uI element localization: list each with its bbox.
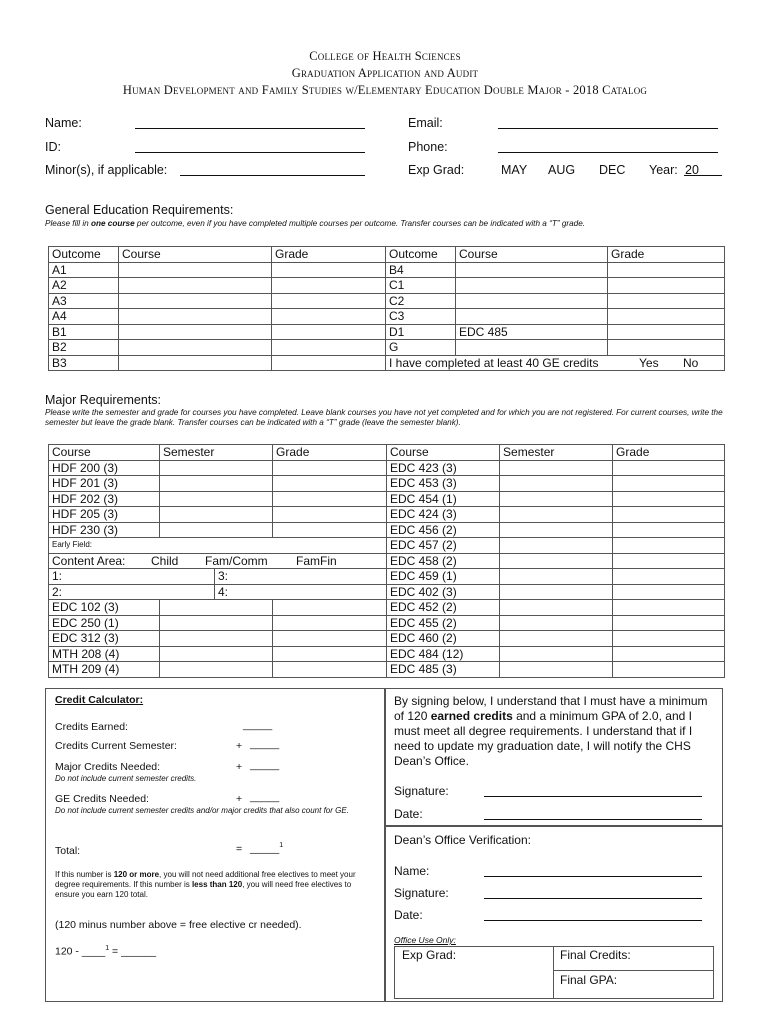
major-course: EDC 454 (1): [387, 491, 500, 507]
major-instructions: Please write the semester and grade for courses you have completed. Leave blank courses you have not yet completed and for which you are not registered. For current courses, write the semester but leave the grade blank. Transfer courses can be indicated with a “T” grade (leave the semester blank).: [45, 408, 723, 427]
credits-current-field[interactable]: _____: [250, 738, 280, 750]
dean-date-field[interactable]: [484, 920, 702, 921]
ge-header-row: [49, 247, 725, 263]
name-field[interactable]: [135, 128, 365, 129]
table-row: [49, 646, 725, 662]
ge-course-cell[interactable]: [119, 293, 272, 309]
semester-cell[interactable]: [160, 615, 273, 631]
email-label: Email:: [408, 116, 443, 130]
semester-cell[interactable]: [160, 491, 273, 507]
year-label: Year:: [649, 163, 678, 177]
grade-cell[interactable]: [273, 476, 387, 492]
ge-course-cell[interactable]: [456, 293, 608, 309]
table-row: [49, 476, 725, 492]
grade-cell[interactable]: [613, 553, 725, 569]
month-may[interactable]: MAY: [501, 163, 528, 177]
semester-cell[interactable]: [500, 646, 613, 662]
grade-cell[interactable]: [273, 507, 387, 523]
major-course: EDC 102 (3): [49, 600, 160, 616]
major-course: EDC 456 (2): [387, 522, 500, 538]
table-row: [49, 262, 725, 278]
equals-sign: =: [236, 843, 243, 855]
grade-cell[interactable]: [613, 600, 725, 616]
name-label: Name:: [45, 116, 82, 130]
email-field[interactable]: [498, 128, 718, 129]
grade-cell[interactable]: [613, 646, 725, 662]
table-row: [49, 340, 725, 356]
table-row: [49, 631, 725, 647]
grade-cell[interactable]: [613, 631, 725, 647]
ge-course-cell[interactable]: [456, 278, 608, 294]
grade-cell[interactable]: [613, 662, 725, 678]
final-credits-label: Final Credits:: [560, 948, 631, 962]
major-col-semester: Semester: [160, 445, 273, 461]
major-course: EDC 457 (2): [387, 538, 500, 554]
id-field[interactable]: [135, 152, 365, 153]
ge-instructions: Please fill in one course per outcome, even if you have completed multiple courses per outcome. Transfer courses can be indicated with a “T” grade.: [45, 219, 586, 228]
dean-name-field[interactable]: [484, 876, 702, 877]
ge-grade-cell[interactable]: [272, 324, 386, 340]
ge-grade-cell[interactable]: [608, 278, 725, 294]
signing-statement: By signing below, I understand that I must have a minimum of 120 earned credits and a minimum GPA of 2.0, and I must meet all degree requirements. I understand that if I need to update my graduation date, I will notify the CHS Dean’s Office.: [394, 694, 708, 768]
major-course: EDC 455 (2): [387, 615, 500, 631]
ge-outcome: C2: [386, 293, 456, 309]
ge-course-cell[interactable]: [119, 309, 272, 325]
ge-yes-option[interactable]: Yes: [639, 355, 659, 370]
ge-grade-cell[interactable]: [272, 278, 386, 294]
semester-cell[interactable]: [160, 507, 273, 523]
semester-cell[interactable]: [500, 476, 613, 492]
dean-date-label: Date:: [394, 908, 423, 922]
dean-name-label: Name:: [394, 864, 430, 878]
semester-cell[interactable]: [500, 553, 613, 569]
table-row: [49, 553, 725, 569]
semester-cell[interactable]: [500, 662, 613, 678]
table-row: [49, 615, 725, 631]
office-use-divider: [553, 970, 714, 971]
plus-sign: +: [236, 740, 243, 752]
grade-cell[interactable]: [613, 476, 725, 492]
dean-verification-title: Dean’s Office Verification:: [394, 833, 531, 847]
ge-grade-cell[interactable]: [608, 309, 725, 325]
ge-table: [48, 246, 725, 371]
phone-label: Phone:: [408, 140, 448, 154]
ge-outcome: C1: [386, 278, 456, 294]
credit-calculator-title: Credit Calculator:: [55, 694, 144, 706]
student-date-field[interactable]: [484, 819, 702, 820]
content-area-row: [49, 553, 387, 569]
ge-outcome: B2: [49, 340, 119, 356]
student-date-label: Date:: [394, 807, 423, 821]
ge-course-cell[interactable]: [119, 355, 272, 371]
content-area-famcomm[interactable]: Fam/Comm: [205, 553, 268, 568]
major-course: EDC 250 (1): [49, 615, 160, 631]
ge-col-outcome: Outcome: [49, 247, 119, 263]
ge-grade-cell[interactable]: [272, 309, 386, 325]
formula-note: (120 minus number above = free elective cr needed).: [55, 919, 302, 931]
grade-cell[interactable]: [273, 646, 387, 662]
ge-col-grade: Grade: [608, 247, 725, 263]
grade-cell[interactable]: [273, 491, 387, 507]
table-row: [49, 293, 725, 309]
major-course: HDF 202 (3): [49, 491, 160, 507]
major-col-semester: Semester: [500, 445, 613, 461]
year-field[interactable]: [684, 175, 722, 176]
ge-outcome: B3: [49, 355, 119, 371]
ge-col-grade: Grade: [272, 247, 386, 263]
semester-cell[interactable]: [500, 522, 613, 538]
table-row: [49, 278, 725, 294]
semester-cell[interactable]: [500, 491, 613, 507]
ge-grade-cell[interactable]: [272, 262, 386, 278]
major-col-course: Course: [49, 445, 160, 461]
ge-needed-label: GE Credits Needed:: [55, 793, 149, 805]
semester-cell[interactable]: [160, 522, 273, 538]
ge-course-cell[interactable]: EDC 485: [456, 324, 608, 340]
table-row: [49, 662, 725, 678]
elective-info: If this number is 120 or more, you will not need additional free electives to meet your degree requirements. If this number is less than 120, you will need free electives to ensure you earn 120 total.: [55, 870, 356, 899]
ge-outcome: A2: [49, 278, 119, 294]
program-title: Human Development and Family Studies w/Elementary Education Double Major - 2018 Catalog: [122, 83, 648, 97]
student-signature-label: Signature:: [394, 784, 449, 798]
major-col-grade: Grade: [613, 445, 725, 461]
major-course: EDC 452 (2): [387, 600, 500, 616]
minor-field[interactable]: [180, 175, 365, 176]
major-course: MTH 209 (4): [49, 662, 160, 678]
ge-col-course: Course: [119, 247, 272, 263]
major-course: EDC 459 (1): [387, 569, 500, 585]
early-field-cell[interactable]: Early Field:: [49, 538, 387, 554]
table-row: [49, 507, 725, 523]
content-area-child[interactable]: Child: [151, 553, 179, 568]
minor-label: Minor(s), if applicable:: [45, 163, 168, 177]
dean-signature-label: Signature:: [394, 886, 449, 900]
major-col-grade: Grade: [273, 445, 387, 461]
table-row: [49, 355, 725, 371]
content-slot-1[interactable]: 1:: [49, 569, 215, 585]
semester-cell[interactable]: [500, 631, 613, 647]
grade-cell[interactable]: [273, 460, 387, 476]
plus-sign: +: [236, 761, 243, 773]
major-course: EDC 402 (3): [387, 584, 500, 600]
ge-credits-statement: [386, 355, 725, 371]
major-needed-field[interactable]: _____: [250, 759, 280, 771]
major-course: HDF 230 (3): [49, 522, 160, 538]
major-course: HDF 205 (3): [49, 507, 160, 523]
grade-cell[interactable]: [613, 569, 725, 585]
grade-cell[interactable]: [613, 615, 725, 631]
grade-cell[interactable]: [613, 491, 725, 507]
table-row: [49, 538, 725, 554]
content-area-label: Content Area:: [52, 553, 126, 568]
plus-sign: +: [236, 793, 243, 805]
ge-grade-cell[interactable]: [608, 340, 725, 356]
ge-outcome: G: [386, 340, 456, 356]
ge-grade-cell[interactable]: [272, 293, 386, 309]
major-course: EDC 423 (3): [387, 460, 500, 476]
table-row: [49, 600, 725, 616]
major-course: EDC 485 (3): [387, 662, 500, 678]
grade-cell[interactable]: [613, 460, 725, 476]
major-course: MTH 208 (4): [49, 646, 160, 662]
major-course: EDC 458 (2): [387, 553, 500, 569]
month-dec[interactable]: DEC: [599, 163, 626, 177]
credits-current-label: Credits Current Semester:: [55, 740, 177, 752]
semester-cell[interactable]: [500, 507, 613, 523]
exp-grad-label: Exp Grad:: [408, 163, 465, 177]
semester-cell[interactable]: [500, 538, 613, 554]
ge-outcome: B4: [386, 262, 456, 278]
ge-grade-cell[interactable]: [272, 340, 386, 356]
major-course: EDC 460 (2): [387, 631, 500, 647]
elective-formula[interactable]: 120 - ____$^1$ = ______: [55, 945, 157, 958]
content-slot-4[interactable]: 4:: [215, 584, 387, 600]
total-field[interactable]: _____$^1$: [250, 842, 284, 855]
dean-signature-field[interactable]: [484, 898, 702, 899]
major-header-row: [49, 445, 725, 461]
ge-course-cell[interactable]: [456, 309, 608, 325]
ge-credits-text: I have completed at least 40 GE credits: [389, 355, 599, 370]
ge-section-title: General Education Requirements:: [45, 203, 234, 217]
grade-cell[interactable]: [273, 662, 387, 678]
content-area-famfin[interactable]: FamFin: [296, 553, 337, 568]
ge-course-cell[interactable]: [119, 262, 272, 278]
semester-cell[interactable]: [500, 600, 613, 616]
grade-cell[interactable]: [613, 507, 725, 523]
grade-cell[interactable]: [613, 522, 725, 538]
table-row: [49, 309, 725, 325]
semester-cell[interactable]: [500, 460, 613, 476]
semester-cell[interactable]: [160, 476, 273, 492]
semester-cell[interactable]: [160, 631, 273, 647]
ge-grade-cell[interactable]: [608, 262, 725, 278]
table-row: [49, 491, 725, 507]
ge-outcome: A3: [49, 293, 119, 309]
ge-outcome: B1: [49, 324, 119, 340]
ge-course-cell[interactable]: [456, 340, 608, 356]
semester-cell[interactable]: [500, 615, 613, 631]
ge-outcome: D1: [386, 324, 456, 340]
ge-col-outcome: Outcome: [386, 247, 456, 263]
student-signature-field[interactable]: [484, 796, 702, 797]
semester-cell[interactable]: [160, 460, 273, 476]
ge-grade-cell[interactable]: [608, 324, 725, 340]
grade-cell[interactable]: [613, 538, 725, 554]
final-gpa-label: Final GPA:: [560, 973, 618, 987]
ge-course-cell[interactable]: [119, 324, 272, 340]
table-row: [49, 584, 725, 600]
semester-cell[interactable]: [160, 662, 273, 678]
ge-no-option[interactable]: No: [683, 355, 699, 370]
ge-course-cell[interactable]: [456, 262, 608, 278]
major-col-course: Course: [387, 445, 500, 461]
semester-cell[interactable]: [160, 600, 273, 616]
grade-cell[interactable]: [613, 584, 725, 600]
ge-grade-cell[interactable]: [272, 355, 386, 371]
id-label: ID:: [45, 140, 61, 154]
ge-col-course: Course: [456, 247, 608, 263]
form-title: Graduation Application and Audit: [291, 66, 479, 80]
semester-cell[interactable]: [500, 584, 613, 600]
major-course: HDF 201 (3): [49, 476, 160, 492]
major-course: EDC 484 (12): [387, 646, 500, 662]
total-label: Total:: [55, 845, 81, 857]
office-exp-grad-label: Exp Grad:: [402, 948, 457, 962]
major-needed-label: Major Credits Needed:: [55, 761, 161, 773]
table-row: [49, 460, 725, 476]
ge-outcome: A4: [49, 309, 119, 325]
college-title: College of Health Sciences: [309, 49, 461, 63]
table-row: [49, 324, 725, 340]
ge-needed-field[interactable]: _____: [250, 791, 280, 803]
major-course: HDF 200 (3): [49, 460, 160, 476]
grade-cell[interactable]: [273, 600, 387, 616]
ge-course-cell[interactable]: [119, 278, 272, 294]
office-use-label: Office Use Only:: [394, 935, 456, 945]
table-row: [49, 569, 725, 585]
grade-cell[interactable]: [273, 522, 387, 538]
phone-field[interactable]: [498, 152, 718, 153]
ge-needed-note: Do not include current semester credits and/or major credits that also count for GE.: [55, 806, 349, 815]
semester-cell[interactable]: [500, 569, 613, 585]
content-slot-3[interactable]: 3:: [215, 569, 387, 585]
grade-cell[interactable]: [273, 631, 387, 647]
grade-cell[interactable]: [273, 615, 387, 631]
ge-outcome: C3: [386, 309, 456, 325]
credits-earned-label: Credits Earned:: [55, 721, 128, 733]
semester-cell[interactable]: [160, 646, 273, 662]
ge-course-cell[interactable]: [119, 340, 272, 356]
ge-outcome: A1: [49, 262, 119, 278]
table-row: [49, 522, 725, 538]
ge-grade-cell[interactable]: [608, 293, 725, 309]
credits-earned-field[interactable]: _____: [243, 719, 273, 731]
major-course: EDC 424 (3): [387, 507, 500, 523]
office-use-divider: [553, 946, 554, 999]
major-table: [48, 444, 725, 678]
major-needed-note: Do not include current semester credits.: [55, 774, 197, 783]
major-section-title: Major Requirements:: [45, 393, 162, 407]
major-course: EDC 312 (3): [49, 631, 160, 647]
major-course: EDC 453 (3): [387, 476, 500, 492]
year-prefix: 20: [685, 163, 699, 177]
month-aug[interactable]: AUG: [548, 163, 576, 177]
content-slot-2[interactable]: 2:: [49, 584, 215, 600]
